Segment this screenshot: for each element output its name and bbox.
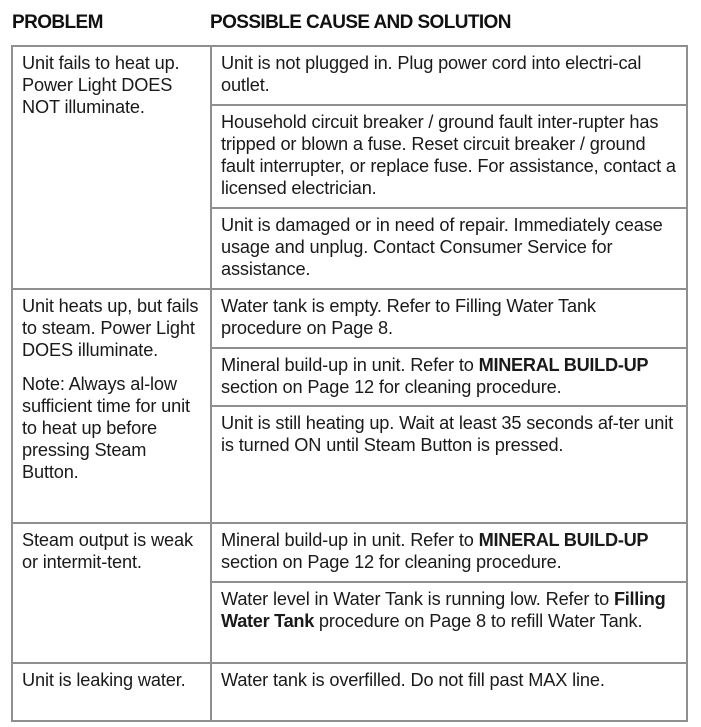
cause-cell [211,406,687,523]
solution-column-header: POSSIBLE CAUSE AND SOLUTION [210,12,511,33]
cause-cell [211,348,687,406]
table-row [12,523,687,582]
cause-text: section on Page 12 for cleaning procedure. [221,552,562,572]
problem-cell [12,523,211,663]
cause-text: Water tank is empty. Refer to Filling Water Tank procedure on Page 8. [221,296,596,338]
cause-text: Water tank is overfilled. Do not fill past MAX line. [221,670,605,690]
problem-text: Unit is leaking water. [22,670,186,690]
problem-note: Note: Always al-low sufficient time for unit to heat up before pressing Steam Button. [22,374,190,482]
cause-cell [211,105,687,208]
cause-text: Unit is damaged or in need of repair. Immediately cease usage and unplug. Contact Consumer Service for assistance. [221,215,663,279]
cause-bold-text: MINERAL BUILD-UP [478,355,649,375]
cause-cell [211,289,687,348]
problem-text: Unit fails to heat up. Power Light DOES NOT illuminate. [22,53,180,117]
problem-text: Unit heats up, but fails to steam. Power Light DOES illuminate. [22,296,199,360]
cause-text: section on Page 12 for cleaning procedure. [221,377,562,397]
cause-text: procedure on Page 8 to refill Water Tank. [314,611,643,631]
cause-cell [211,663,687,721]
cause-cell [211,46,687,105]
cause-text: Unit is still heating up. Wait at least 35 seconds af-ter unit is turned ON until Steam Button is pressed. [221,413,674,455]
cause-text: Mineral build-up in unit. Refer to [221,355,479,375]
cause-text: Unit is not plugged in. Plug power cord into electri-cal outlet. [221,53,642,95]
problem-column-header: PROBLEM [12,12,103,33]
cause-cell [211,582,687,663]
cause-text: Water level in Water Tank is running low. Refer to [221,589,614,609]
troubleshooting-table [11,45,688,722]
problem-text: Steam output is weak or intermit-tent. [22,530,193,572]
cause-text: Household circuit breaker / ground fault inter-rupter has tripped or blown a fuse. Reset circuit breaker / ground fault interrupter, or replace fuse. For assistance, contact a licensed electrician. [221,112,676,198]
cause-bold-text: Filling Water Tank [221,589,666,631]
table-row [12,663,687,721]
cause-cell [211,208,687,289]
problem-cell [12,46,211,289]
table-row [12,46,687,105]
cause-bold-text: MINERAL BUILD-UP [478,530,649,550]
cause-text: Mineral build-up in unit. Refer to [221,530,479,550]
table-row [12,289,687,348]
problem-cell [12,663,211,721]
problem-cell [12,289,211,523]
cause-cell [211,523,687,582]
